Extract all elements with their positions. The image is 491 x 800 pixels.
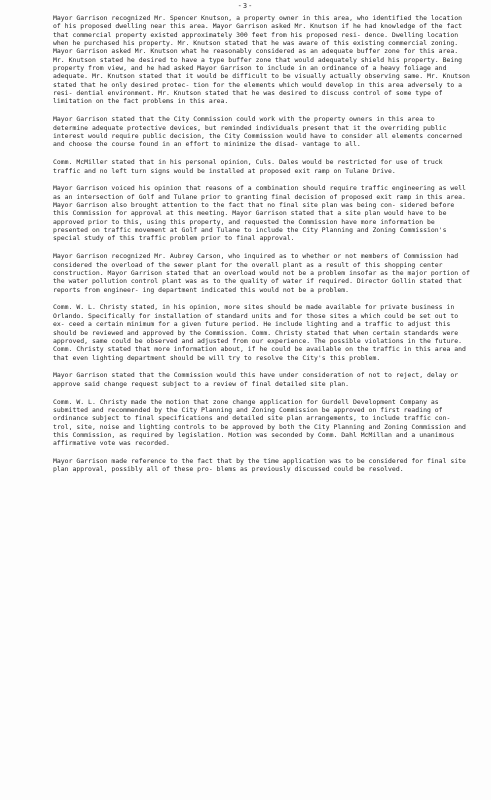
paragraph-traffic-engineering: Mayor Garrison voiced his opinion that reasons of a combination should require traffic engineering as well as an intersection of Golf and Tulane prior to granting final decision of proposed exit ramp in this area. Mayor Garrison also brought attention to the fact that no final site plan was being con- sidered before this Commission for approval at this meeting. Mayor Garrison stated that a site plan would have to be approved prior to this, using this property, and requested the Commission have more information be presented on traffic movement at Golf and Tulane to include the City Planning and Zoning Commission's special study of this traffic problem prior to final approval. xyxy=(53,184,466,243)
paragraph-knutson-buffer-zone: Mayor Garrison recognized Mr. Spencer Knutson, a property owner in this area, who identified the location of his proposed dwelling near this area. Mayor Garrison asked Mr. Knutson if he had knowledge of the fact that commercial property existed approximately 300 feet from his proposed resi- dence. Dwelling location when he purchased his property. Mr. Knutson stated that he was aware of this existing commercial zoning. Mayor Garrison asked Mr. Knutson what he reasonably considered as an adequate buffer zone for this area. Mr. Knutson stated he desired to have a type buffer zone that would adequately shield his property. Being property from view, and he had asked Mayor Garrison to include in an ordinance of a heavy foliage and adequate. Mr. Knutson stated that it would be difficult to be visually actually observing same. Mr. Knutson stated that he only desired protec- tion for the elements which would develop in this area adversely to a resi- dential environment. Mr. Knutson stated that he was desired to discuss control of some type of limitation on the fact problems in this area. xyxy=(53,14,470,106)
minutes-body xyxy=(53,14,473,483)
paragraph-christy-standards: Comm. W. L. Christy stated, in his opinion, more sites should be made available for private business in Orlando. Specifically for installation of standard units and for those sites a which could be set out to ex- ceed a certain minimum for a given future period. He include lighting and a traffic to adjust this should be reviewed and approved by the Commission. Comm. Christy stated that when certain standards were approved, same could be observed and adjusted from our experience. The possible violations in the future. Comm. Christy stated that more information about, if he could be available on the traffic in this area and that even lighting department should be will try to resolve the City's this problem. xyxy=(53,303,466,362)
paragraph-commission-protective-devices: Mayor Garrison stated that the City Commission could work with the property owners in this area to determine adequate protective devices, but reminded individuals present that it the overriding public interest would require public decision, the City Commission would have to consider all elements concerned and choose the course found in an effort to minimize the disad- vantage to all. xyxy=(53,115,463,149)
paragraph-zone-change-motion: Comm. W. L. Christy made the motion that zone change application for Gurdell Development Company as submitted and recommended by the City Planning and Zoning Commission be approved on first reading of ordinance subject to final specifications and detailed site plan arrangements, to include traffic con- trol, site, noise and lighting controls to be approved by both the City Planning and Zoning Commission and this Commission, as required by legislation. Motion was seconded by Comm. Dahl McMillan and a unanimous affirmative vote was recorded. xyxy=(53,397,466,448)
paragraph-final-approval: Mayor Garrison made reference to the fact that by the time application was to be considered for final site plan approval, possibly all of these pro- blems as previously discussed could be resolved. xyxy=(53,457,466,474)
page-number: -3- xyxy=(237,2,254,10)
paragraph-site-plan-review: Mayor Garrison stated that the Commission would this have under consideration of not to reject, delay or approve said change request subject to a review of final detailed site plan. xyxy=(53,371,459,388)
paragraph-sewer-plant: Mayor Garrison recognized Mr. Aubrey Carson, who inquired as to whether or not members of Commission had considered the overload of the sewer plant for the overall plant as a result of this shopping center construction. Mayor Garrison stated that an overload would not be a problem insofar as the major portion of the water pollution control plant was as to the quality of water if required. Director Gollin stated that reports from engineer- ing department indicated this would not be a problem. xyxy=(53,252,470,294)
paragraph-truck-traffic: Comm. McMiller stated that in his personal opinion, Culs. Dales would be restricted for use of truck traffic and no left turn signs would be installed at proposed exit ramp on Tulane Drive. xyxy=(53,158,443,175)
